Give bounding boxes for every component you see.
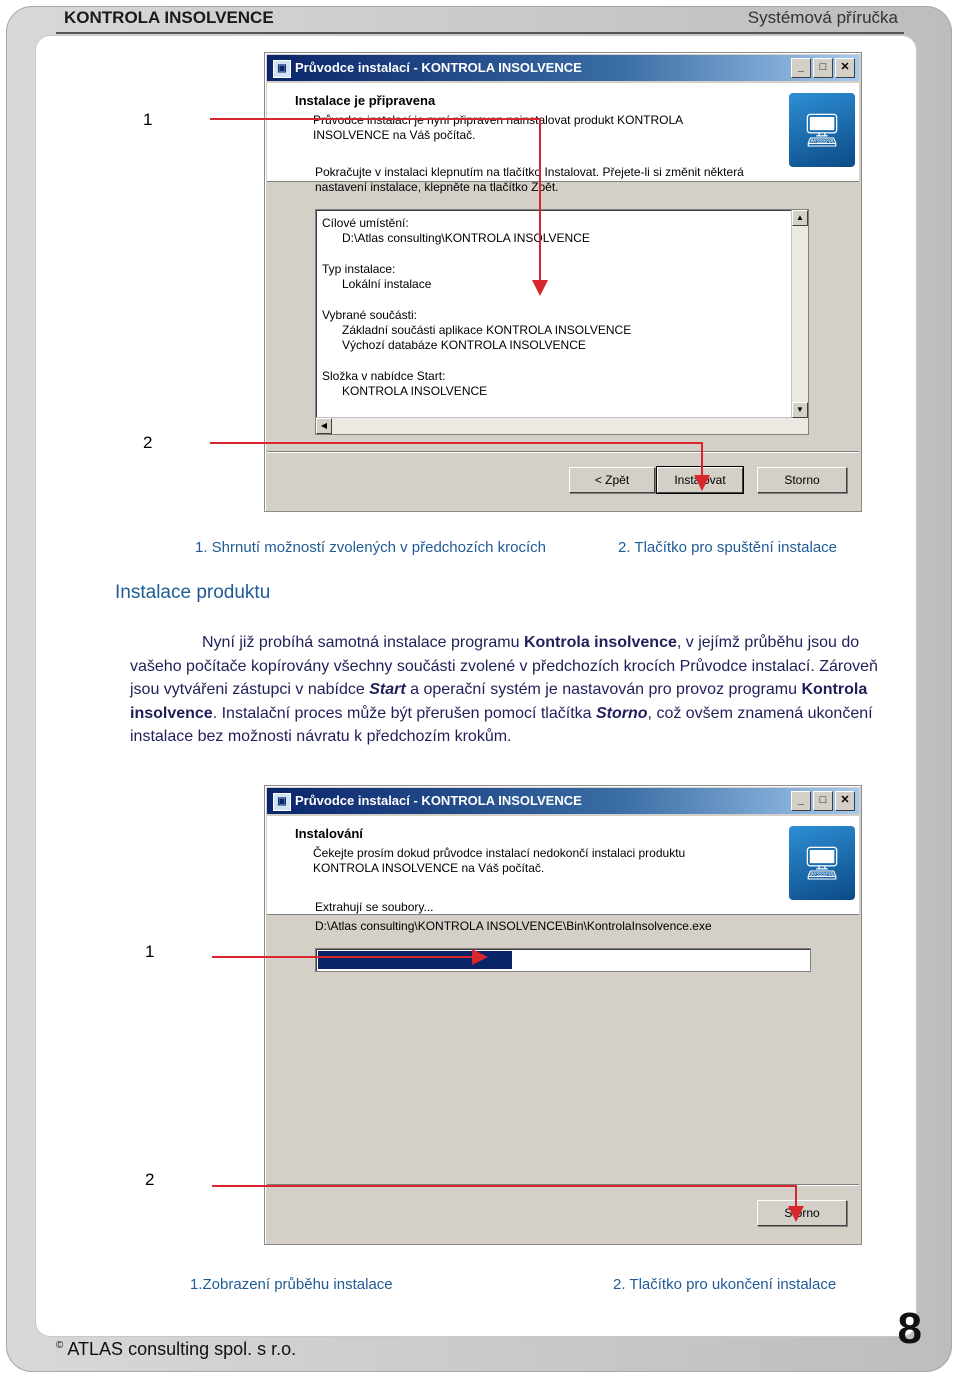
button-separator [267,1184,859,1186]
page-number: 8 [897,1304,922,1353]
paragraph-bold-italic: Start [369,681,406,698]
wizard-heading: Instalování [295,826,363,841]
header-title: KONTROLA INSOLVENCE [64,8,274,27]
figure-caption-1: 1.Zobrazení průběhu instalace [190,1276,393,1293]
summary-value: Výchozí databáze KONTROLA INSOLVENCE [342,338,586,352]
maximize-icon[interactable]: □ [813,58,833,78]
header-subtitle: Systémová příručka [747,8,898,27]
wizard-subheading: Průvodce instalací je nyní připraven nainstalovat produkt KONTROLA INSOLVENCE na Váš počítač. [313,113,683,142]
minimize-icon[interactable]: _ [791,58,811,78]
app-icon: ▣ [273,793,291,811]
body-paragraph [130,631,880,749]
window-title-bar [267,788,859,814]
install-file-path: D:\Atlas consulting\KONTROLA INSOLVENCE\Bin\KontrolaInsolvence.exe [315,919,712,933]
install-button[interactable]: Instalovat [657,467,743,493]
vertical-scrollbar[interactable] [791,210,808,434]
install-status: Extrahují se soubory... [315,900,434,914]
summary-value: Lokální instalace [342,277,432,291]
summary-value: Základní součásti aplikace KONTROLA INSOLVENCE [342,323,632,337]
progress-fill [318,951,512,969]
summary-value: D:\Atlas consulting\KONTROLA INSOLVENCE [342,231,590,245]
installer-computer-icon: 🖥 [789,93,855,167]
scroll-left-icon[interactable]: ◀ [316,418,332,434]
paragraph-bold-italic: Storno [596,704,648,722]
callout-number-1: 1 [145,942,155,961]
summary-label: Typ instalace: [322,262,396,276]
window-title: Průvodce instalací - KONTROLA INSOLVENCE [295,60,582,75]
section-title: Instalace produktu [115,582,271,603]
close-icon[interactable]: ✕ [835,791,855,811]
window-title-bar [267,55,859,81]
footer-company [56,1339,296,1360]
company-name: ATLAS consulting spol. s r.o. [67,1339,297,1359]
install-summary-box[interactable] [315,209,809,435]
minimize-icon[interactable]: _ [791,791,811,811]
figure-caption-1: 1. Shrnutí možností zvolených v předchozích krocích [195,539,546,556]
cancel-button[interactable]: Storno [757,467,847,493]
summary-label: Vybrané součásti: [322,308,417,322]
summary-label: Cílové umístění: [322,216,409,230]
scroll-down-icon[interactable]: ▼ [792,402,808,418]
paragraph-text: , v jejímž průběhu jsou do vašeho počítače kopírovány všechny součásti zvolené v předchozích krocích Průvodce instalací. Zároveň jsou vytvářeni zástupci v nabídce [130,634,878,698]
paragraph-text: a operační systém je nastavován pro provoz programu [405,681,802,698]
wizard-instructions: Pokračujte v instalaci klepnutím na tlačítko Instalovat. Přejete-li si změnit některá nastavení instalace, klepněte na tlačítko Zpět. [315,165,744,194]
installer-computer-icon: 🖥 [789,826,855,900]
callout-number-1: 1 [143,110,153,129]
maximize-icon[interactable]: □ [813,791,833,811]
window-title: Průvodce instalací - KONTROLA INSOLVENCE [295,793,582,808]
copyright-symbol: © [56,1340,64,1351]
paragraph-text: , což ovšem znamená ukončení instalace bez možnosti návratu k předchozím krokům. [130,704,873,745]
callout-number-2: 2 [145,1170,155,1189]
paragraph-bold: Kontrola insolvence [130,681,868,722]
paragraph-text: Nyní již probíhá samotná instalace programu [202,634,524,651]
wizard-window-ready [264,52,862,512]
button-separator [267,451,859,453]
install-progress-bar [315,948,811,972]
paragraph-text: . Instalační proces může být přerušen pomocí tlačítka [212,704,596,722]
wizard-heading: Instalace je připravena [295,93,436,108]
figure-caption-2: 2. Tlačítko pro spuštění instalace [618,539,838,556]
callout-number-2: 2 [143,433,153,452]
summary-label: Složka v nabídce Start: [322,369,446,383]
back-button[interactable]: < Zpět [569,467,655,493]
horizontal-scrollbar[interactable] [316,417,792,434]
figure-caption-2: 2. Tlačítko pro ukončení instalace [613,1276,837,1293]
wizard-window-installing [264,785,862,1245]
header-divider [56,32,904,34]
app-icon: ▣ [273,60,291,78]
close-icon[interactable]: ✕ [835,58,855,78]
cancel-button[interactable]: Storno [757,1200,847,1226]
wizard-subheading: Čekejte prosím dokud průvodce instalací nedokončí instalaci produktu KONTROLA INSOLVENCE na Váš počítač. [313,846,686,875]
scroll-up-icon[interactable]: ▲ [792,210,808,226]
paragraph-bold: Kontrola insolvence [523,634,677,651]
summary-value: KONTROLA INSOLVENCE [342,384,488,398]
